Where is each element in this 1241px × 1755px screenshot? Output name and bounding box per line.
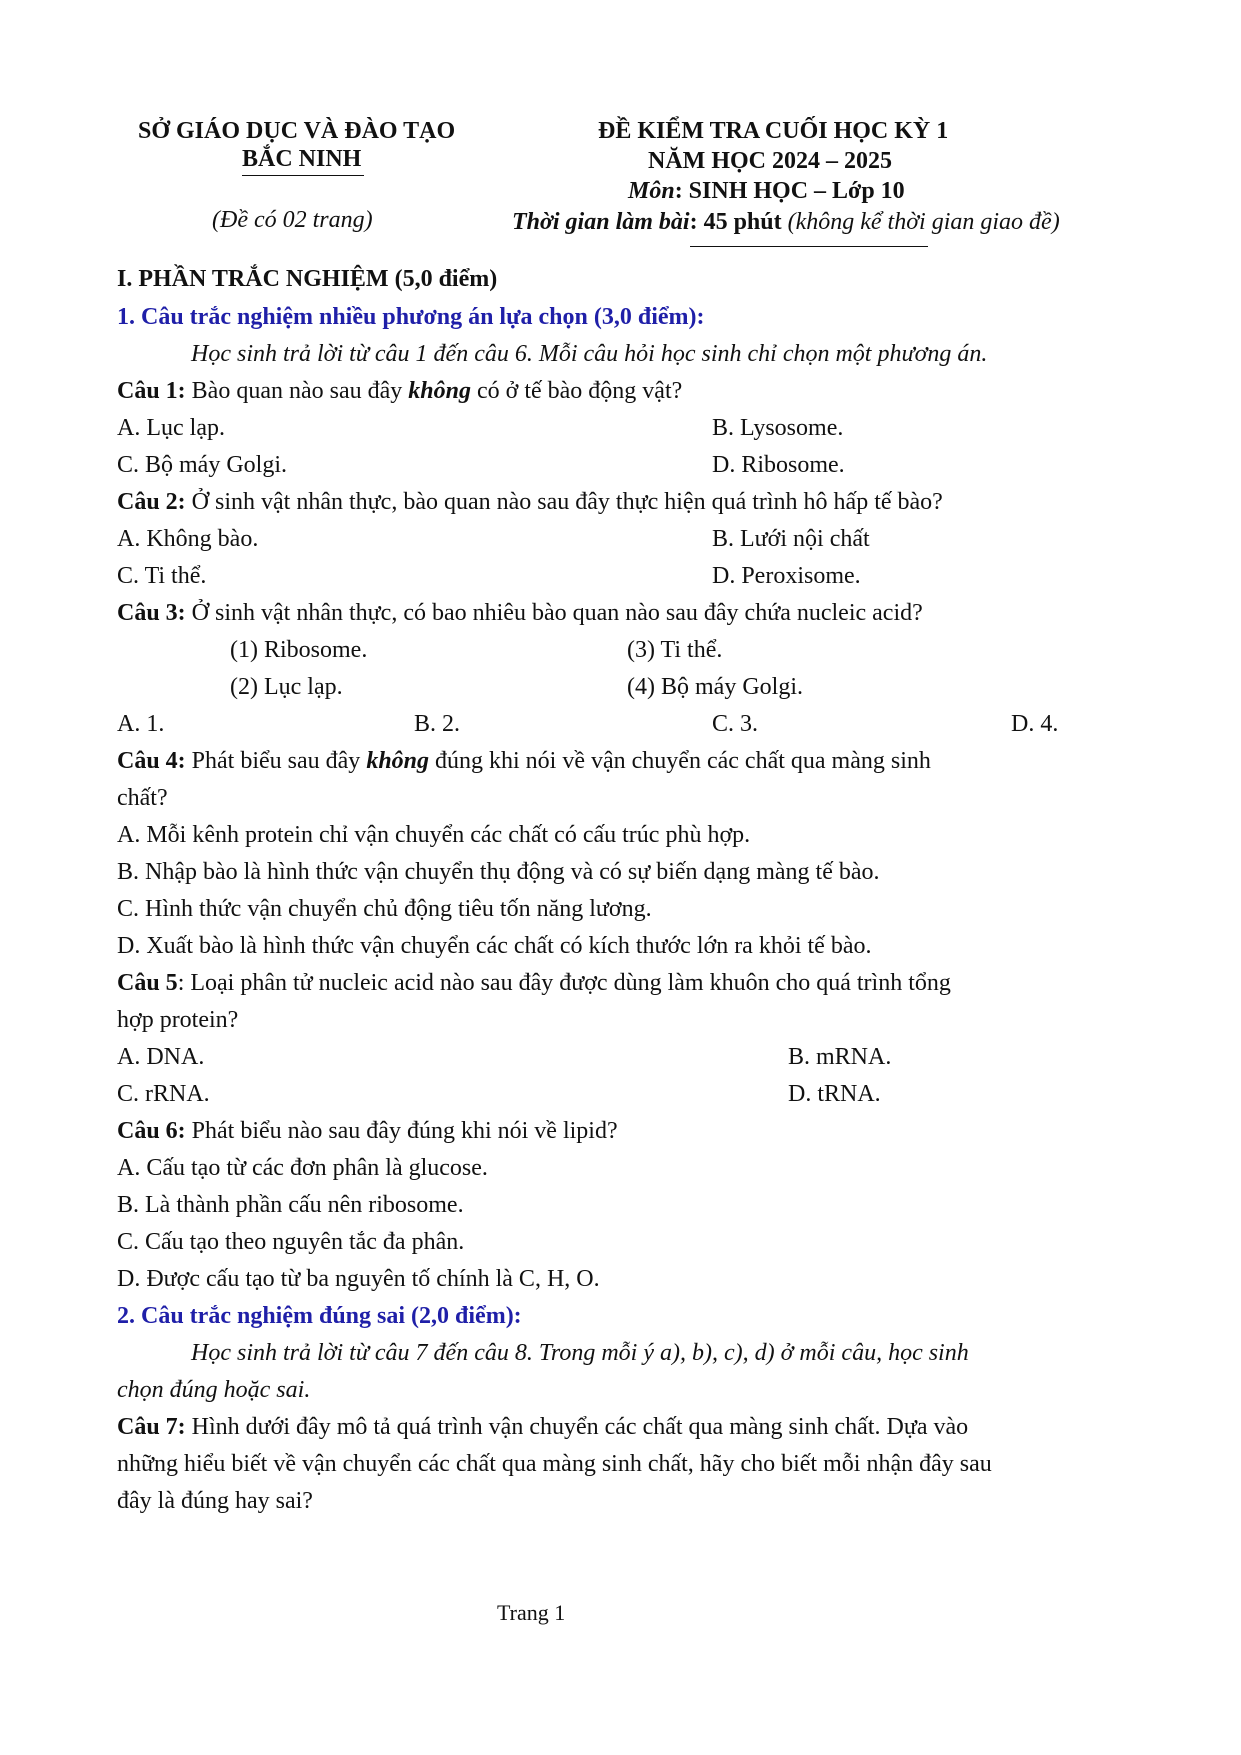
q4-option-d: D. Xuất bào là hình thức vận chuyển các chất có kích thước lớn ra khỏi tế bào.: [117, 933, 872, 959]
q3-item-1: (1) Ribosome.: [230, 637, 368, 663]
q4-option-c: C. Hình thức vận chuyển chủ động tiêu tốn năng lương.: [117, 896, 652, 922]
question-4-label: Câu 4:: [117, 748, 186, 774]
subject-value: : SINH HỌC – Lớp 10: [674, 178, 905, 204]
question-7-label: Câu 7:: [117, 1414, 186, 1440]
time-note: (không kể thời gian giao đề): [781, 209, 1060, 235]
section1-heading: 1. Câu trắc nghiệm nhiều phương án lựa chọn (3,0 điểm):: [117, 304, 705, 330]
q3-option-d: D. 4.: [1011, 711, 1059, 737]
subject-label: Môn: [628, 178, 675, 204]
q3-item-4: (4) Bộ máy Golgi.: [627, 674, 803, 700]
question-4-text-post: đúng khi nói về vận chuyển các chất qua màng sinh: [429, 748, 931, 774]
question-7: [117, 1414, 968, 1441]
q6-option-d: D. Được cấu tạo từ ba nguyên tố chính là C, H, O.: [117, 1266, 600, 1292]
q1-option-b: B. Lysosome.: [712, 415, 844, 441]
q3-option-c: C. 3.: [712, 711, 759, 737]
q5-option-c: C. rRNA.: [117, 1081, 210, 1107]
question-5: [117, 970, 951, 997]
section1-instruction: Học sinh trả lời từ câu 1 đến câu 6. Mỗi câu hỏi học sinh chỉ chọn một phương án.: [191, 341, 988, 367]
question-2-label: Câu 2:: [117, 489, 186, 515]
question-4-continued: chất?: [117, 785, 168, 811]
q1-option-d: D. Ribosome.: [712, 452, 845, 478]
question-5-label: Câu 5: [117, 970, 178, 996]
section2-instruction-line2: chọn đúng hoặc sai.: [117, 1377, 311, 1403]
header-divider: [690, 246, 928, 247]
part1-heading: I. PHẦN TRẮC NGHIỆM (5,0 điểm): [117, 266, 498, 292]
question-3-text: Ở sinh vật nhân thực, có bao nhiêu bào quan nào sau đây chứa nucleic acid?: [185, 600, 923, 626]
q3-option-b: B. 2.: [414, 711, 461, 737]
q6-option-c: C. Cấu tạo theo nguyên tắc đa phân.: [117, 1229, 465, 1255]
question-1-label: Câu 1:: [117, 378, 186, 404]
question-4-text-pre: Phát biểu sau đây: [185, 748, 367, 774]
question-5-continued: hợp protein?: [117, 1007, 239, 1033]
section2-instruction-line1: Học sinh trả lời từ câu 7 đến câu 8. Trong mỗi ý a), b), c), d) ở mỗi câu, học sinh: [191, 1340, 969, 1366]
question-4-emphasis: không: [366, 748, 430, 774]
question-1-text-pre: Bào quan nào sau đây: [185, 378, 409, 404]
province-name: BẮC NINH: [242, 146, 362, 172]
question-1-emphasis: không: [408, 378, 471, 404]
q2-option-d: D. Peroxisome.: [712, 563, 861, 589]
page-number: Trang 1: [497, 1600, 566, 1625]
q4-option-a: A. Mỗi kênh protein chỉ vận chuyển các chất có cấu trúc phù hợp.: [117, 822, 751, 848]
q2-option-b: B. Lưới nội chất: [712, 526, 870, 552]
question-6: [117, 1118, 618, 1145]
q2-option-c: C. Ti thể.: [117, 563, 207, 589]
section2-heading: 2. Câu trắc nghiệm đúng sai (2,0 điểm):: [117, 1303, 522, 1329]
time-line: [512, 209, 1060, 236]
q1-option-c: C. Bộ máy Golgi.: [117, 452, 288, 478]
question-7-line3: đây là đúng hay sai?: [117, 1488, 313, 1514]
q5-option-a: A. DNA.: [117, 1044, 205, 1070]
q3-option-a: A. 1.: [117, 711, 165, 737]
q5-option-d: D. tRNA.: [788, 1081, 881, 1107]
question-3: [117, 600, 923, 627]
q3-item-2: (2) Lục lạp.: [230, 674, 343, 700]
department-name: SỞ GIÁO DỤC VÀ ĐÀO TẠO: [138, 118, 456, 144]
question-2-text: Ở sinh vật nhân thực, bào quan nào sau đây thực hiện quá trình hô hấp tế bào?: [185, 489, 943, 515]
q2-option-a: A. Không bào.: [117, 526, 259, 552]
q6-option-b: B. Là thành phần cấu nên ribosome.: [117, 1192, 464, 1218]
subject-line: [628, 178, 905, 205]
time-label: Thời gian làm bài: [512, 209, 690, 235]
question-6-label: Câu 6:: [117, 1118, 186, 1144]
question-7-line2: những hiểu biết về vận chuyển các chất qua màng sinh chất, hãy cho biết mỗi nhận đây sau: [117, 1451, 992, 1477]
q5-option-b: B. mRNA.: [788, 1044, 892, 1070]
school-year: NĂM HỌC 2024 – 2025: [648, 148, 892, 174]
question-2: [117, 489, 943, 516]
question-4: [117, 748, 931, 775]
question-1: [117, 378, 682, 405]
q4-option-b: B. Nhập bào là hình thức vận chuyển thụ động và có sự biến dạng màng tế bào.: [117, 859, 880, 885]
exam-title: ĐỀ KIỂM TRA CUỐI HỌC KỲ 1: [598, 118, 949, 144]
page-count-note: (Đề có 02 trang): [212, 207, 373, 233]
question-5-text: : Loại phân tử nucleic acid nào sau đây được dùng làm khuôn cho quá trình tổng: [177, 970, 951, 996]
time-value: : 45 phút: [689, 209, 782, 235]
question-6-text: Phát biểu nào sau đây đúng khi nói về lipid?: [185, 1118, 618, 1144]
q3-item-3: (3) Ti thể.: [627, 637, 723, 663]
province-underline: [242, 175, 364, 176]
question-3-label: Câu 3:: [117, 600, 186, 626]
question-1-text-post: có ở tế bào động vật?: [470, 378, 683, 404]
q6-option-a: A. Cấu tạo từ các đơn phân là glucose.: [117, 1155, 488, 1181]
question-7-line1: Hình dưới đây mô tả quá trình vận chuyển các chất qua màng sinh chất. Dựa vào: [185, 1414, 969, 1440]
q1-option-a: A. Lục lạp.: [117, 415, 225, 441]
